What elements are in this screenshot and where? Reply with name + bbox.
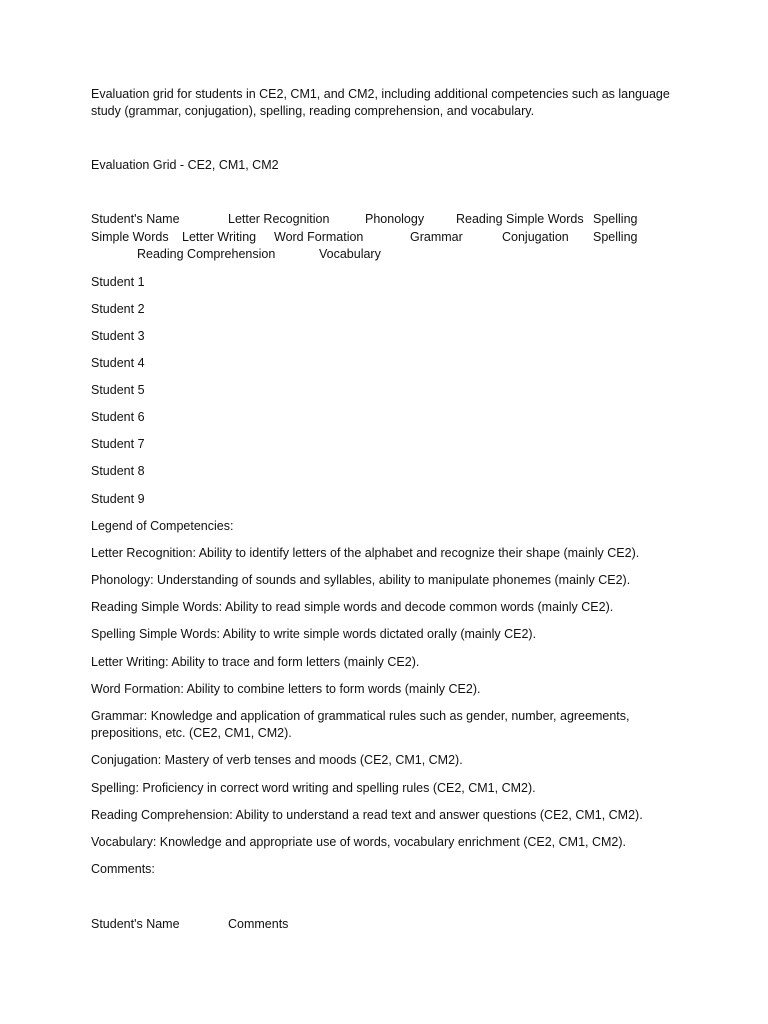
- student-row: Student 1: [91, 275, 145, 289]
- header-letter-recognition: Letter Recognition: [228, 212, 330, 226]
- grid-title: Evaluation Grid - CE2, CM1, CM2: [91, 158, 279, 172]
- legend-item-grammar: Grammar: Knowledge and application of grammatical rules such as gender, number, agreements, prepositions, etc. (CE2, CM1, CM2).: [91, 709, 630, 740]
- header-phonology: Phonology: [365, 212, 425, 226]
- header-spelling: Spelling: [593, 230, 638, 244]
- header-reading-simple-words: Reading Simple Words: [456, 212, 584, 226]
- student-row: Student 6: [91, 410, 145, 424]
- header-conjugation: Conjugation: [502, 230, 569, 244]
- legend-item-word-formation: Word Formation: Ability to combine letters to form words (mainly CE2).: [91, 682, 481, 696]
- header-students-name: Student's Name: [91, 212, 180, 226]
- grid-header-line-3: [91, 246, 691, 263]
- student-row: Student 7: [91, 437, 145, 451]
- legend-item-spelling-simple-words: Spelling Simple Words: Ability to write simple words dictated orally (mainly CE2).: [91, 627, 537, 641]
- student-row: Student 2: [91, 302, 145, 316]
- legend-item-conjugation: Conjugation: Mastery of verb tenses and moods (CE2, CM1, CM2).: [91, 753, 463, 767]
- legend-item-vocabulary: Vocabulary: Knowledge and appropriate use of words, vocabulary enrichment (CE2, CM1, CM2).: [91, 835, 626, 849]
- header-word-formation: Word Formation: [274, 230, 364, 244]
- comments-header-students-name: Student's Name: [91, 917, 180, 931]
- header-vocabulary: Vocabulary: [319, 247, 381, 261]
- legend-item-spelling: Spelling: Proficiency in correct word writing and spelling rules (CE2, CM1, CM2).: [91, 781, 536, 795]
- legend-item-reading-simple-words: Reading Simple Words: Ability to read simple words and decode common words (mainly CE2).: [91, 600, 614, 614]
- header-letter-writing: Letter Writing: [182, 230, 257, 244]
- header-grammar: Grammar: [410, 230, 463, 244]
- legend-item-reading-comprehension: Reading Comprehension: Ability to understand a read text and answer questions (CE2, CM1, CM2).: [91, 808, 643, 822]
- student-row: Student 8: [91, 464, 145, 478]
- header-spelling-simple-words-part2: Simple Words: [91, 230, 169, 244]
- header-spelling-simple-words-part1: Spelling: [593, 212, 638, 226]
- comments-title: Comments:: [91, 862, 155, 876]
- student-row: Student 5: [91, 383, 145, 397]
- comments-header: [91, 916, 391, 933]
- legend-title: Legend of Competencies:: [91, 519, 234, 533]
- student-row: Student 4: [91, 356, 145, 370]
- legend-item-letter-writing: Letter Writing: Ability to trace and form letters (mainly CE2).: [91, 655, 420, 669]
- legend-item-phonology: Phonology: Understanding of sounds and syllables, ability to manipulate phonemes (mainly CE2).: [91, 573, 631, 587]
- student-row: Student 9: [91, 492, 145, 506]
- grid-header-line-1: [91, 211, 691, 228]
- comments-header-comments: Comments: [228, 917, 289, 931]
- header-reading-comprehension: Reading Comprehension: [137, 247, 276, 261]
- grid-header-line-2: [91, 229, 691, 246]
- legend-item-letter-recognition: Letter Recognition: Ability to identify letters of the alphabet and recognize their shape (mainly CE2).: [91, 546, 640, 560]
- student-row: Student 3: [91, 329, 145, 343]
- intro-paragraph: Evaluation grid for students in CE2, CM1, and CM2, including additional competencies such as language study (grammar, conjugation), spelling, reading comprehension, and vocabulary.: [91, 87, 670, 118]
